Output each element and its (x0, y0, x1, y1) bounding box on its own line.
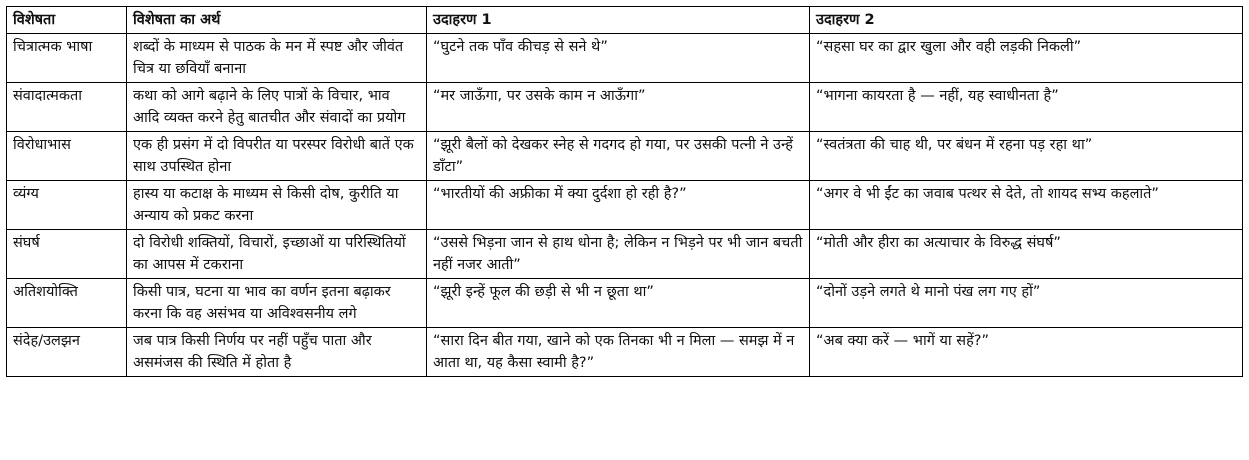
example-2-cell: “अब क्या करें — भागें या सहें?” (810, 328, 1243, 377)
header-example-1: उदाहरण 1 (427, 7, 810, 34)
table-row (7, 230, 1243, 279)
example-2-cell: “स्वतंत्रता की चाह थी, पर बंधन में रहना पड़ रहा था” (810, 132, 1243, 181)
example-1-cell: “भारतीयों की अफ्रीका में क्या दुर्दशा हो रही है?” (427, 181, 810, 230)
table-row (7, 181, 1243, 230)
feature-cell: विरोधाभास (7, 132, 127, 181)
meaning-cell: शब्दों के माध्यम से पाठक के मन में स्पष्ट और जीवंत चित्र या छवियाँ बनाना (127, 34, 427, 83)
meaning-cell: एक ही प्रसंग में दो विपरीत या परस्पर विरोधी बातें एक साथ उपस्थित होना (127, 132, 427, 181)
example-2-cell: “अगर वे भी ईंट का जवाब पत्थर से देते, तो शायद सभ्य कहलाते” (810, 181, 1243, 230)
meaning-cell: किसी पात्र, घटना या भाव का वर्णन इतना बढ़ाकर करना कि वह असंभव या अविश्वसनीय लगे (127, 279, 427, 328)
meaning-cell: जब पात्र किसी निर्णय पर नहीं पहुँच पाता और असमंजस की स्थिति में होता है (127, 328, 427, 377)
meaning-cell: कथा को आगे बढ़ाने के लिए पात्रों के विचार, भाव आदि व्यक्त करने हेतु बातचीत और संवादों का प्रयोग (127, 83, 427, 132)
example-1-cell: “झूरी इन्हें फूल की छड़ी से भी न छूता था” (427, 279, 810, 328)
example-1-cell: “मर जाऊँगा, पर उसके काम न आऊँगा” (427, 83, 810, 132)
table-row (7, 279, 1243, 328)
meaning-cell: हास्य या कटाक्ष के माध्यम से किसी दोष, कुरीति या अन्याय को प्रकट करना (127, 181, 427, 230)
table-container (6, 6, 1243, 377)
header-feature: विशेषता (7, 7, 127, 34)
meaning-cell: दो विरोधी शक्तियों, विचारों, इच्छाओं या परिस्थितियों का आपस में टकराना (127, 230, 427, 279)
example-2-cell: “मोती और हीरा का अत्याचार के विरुद्ध संघर्ष” (810, 230, 1243, 279)
example-1-cell: “झूरी बैलों को देखकर स्नेह से गदगद हो गया, पर उसकी पत्नी ने उन्हें डाँटा” (427, 132, 810, 181)
example-1-cell: “सारा दिन बीत गया, खाने को एक तिनका भी न मिला — समझ में न आता था, यह कैसा स्वामी है?” (427, 328, 810, 377)
feature-cell: संघर्ष (7, 230, 127, 279)
feature-cell: संदेह/उलझन (7, 328, 127, 377)
feature-cell: व्यंग्य (7, 181, 127, 230)
header-example-2: उदाहरण 2 (810, 7, 1243, 34)
header-row (7, 7, 1243, 34)
example-1-cell: “घुटने तक पाँव कीचड़ से सने थे” (427, 34, 810, 83)
table-row (7, 34, 1243, 83)
feature-cell: चित्रात्मक भाषा (7, 34, 127, 83)
example-2-cell: “दोनों उड़ने लगते थे मानो पंख लग गए हों” (810, 279, 1243, 328)
example-1-cell: “उससे भिड़ना जान से हाथ धोना है; लेकिन न भिड़ने पर भी जान बचती नहीं नजर आती” (427, 230, 810, 279)
table-row (7, 132, 1243, 181)
feature-cell: अतिशयोक्ति (7, 279, 127, 328)
header-meaning: विशेषता का अर्थ (127, 7, 427, 34)
features-table (6, 6, 1243, 377)
example-2-cell: “भागना कायरता है — नहीं, यह स्वाधीनता है” (810, 83, 1243, 132)
table-row (7, 328, 1243, 377)
table-row (7, 83, 1243, 132)
example-2-cell: “सहसा घर का द्वार खुला और वही लड़की निकली” (810, 34, 1243, 83)
feature-cell: संवादात्मकता (7, 83, 127, 132)
